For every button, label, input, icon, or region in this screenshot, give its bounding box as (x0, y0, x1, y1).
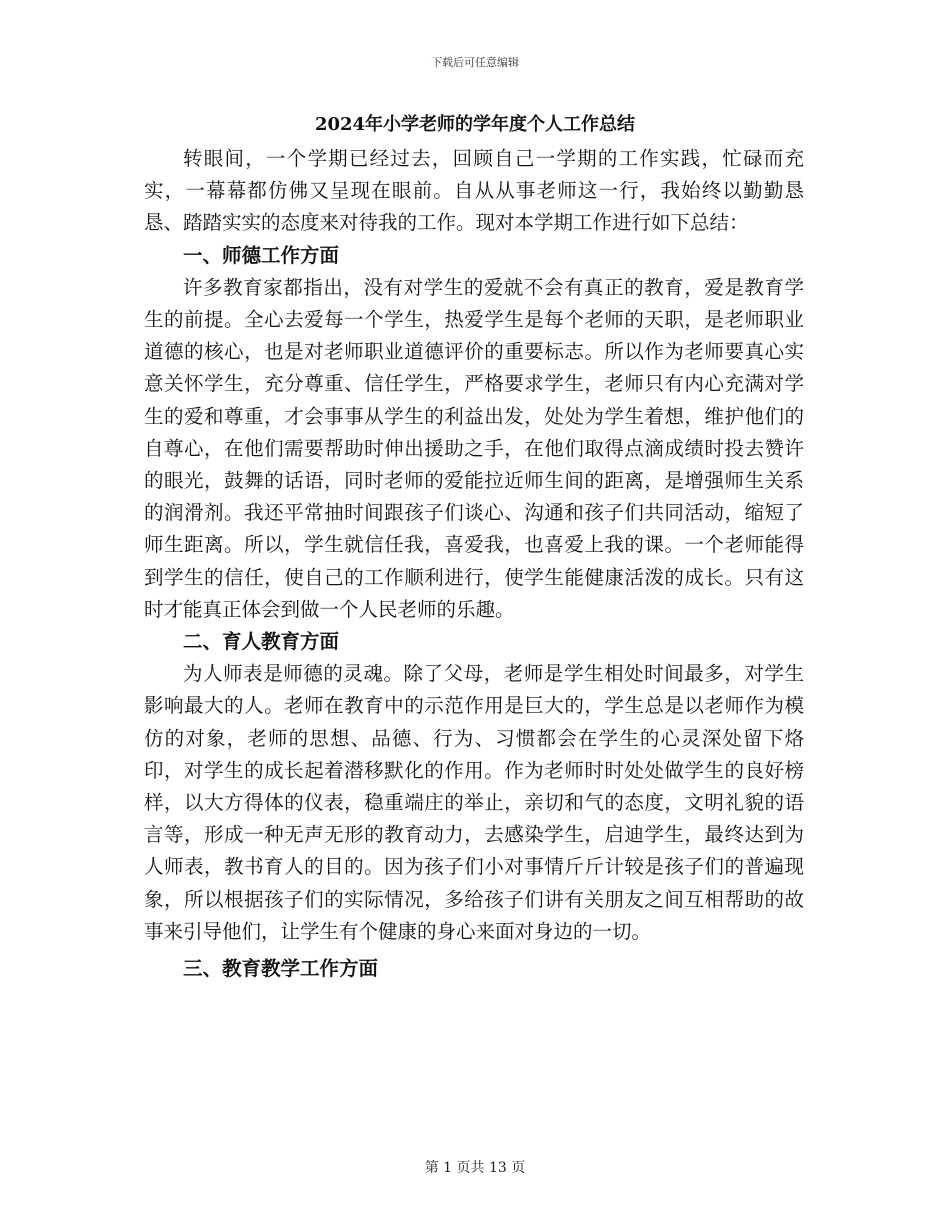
header-note: 下载后可任意编辑 (431, 56, 519, 69)
document-body (144, 143, 804, 985)
intro-paragraph: 转眼间，一个学期已经过去，回顾自己一学期的工作实践，忙碌而充实，一幕幕都仿佛又呈现在眼前。自从从事老师这一行，我始终以勤勤恳恳、踏踏实实的态度来对待我的工作。现对本学期工作进行如下总结： (144, 147, 804, 235)
section-heading-2: 二、育人教育方面 (183, 630, 340, 654)
page-footer: 第 1 页共 13 页 (424, 1160, 526, 1176)
section-paragraph-1: 许多教育家都指出，没有对学生的爱就不会有真正的教育，爱是教育学生的前提。全心去爱每一个学生，热爱学生是每个老师的天职，是老师职业道德的核心，也是对老师职业道德评价的重要标志。所以作为老师要真心实意关怀学生，充分尊重、信任学生，严格要求学生，老师只有内心充满对学生的爱和尊重，才会事事从学生的利益出发，处处为学生着想，维护他们的自尊心，在他们需要帮助时伸出援助之手，在他们取得点滴成绩时投去赞许的眼光，鼓舞的话语，同时老师的爱能拉近师生间的距离，是增强师生关系的润滑剂。我还平常抽时间跟孩子们谈心、沟通和孩子们共同活动，缩短了师生距离。所以，学生就信任我，喜爱我，也喜爱上我的课。一个老师能得到学生的信任，使自己的工作顺利进行，使学生能健康活泼的成长。只有这时才能真正体会到做一个人民老师的乐趣。 (144, 275, 804, 621)
section-heading-3: 三、教育教学工作方面 (183, 957, 379, 981)
page-title: 2024年小学老师的学年度个人工作总结 (314, 114, 636, 135)
section-paragraph-2: 为人师表是师德的灵魂。除了父母，老师是学生相处时间最多，对学生影响最大的人。老师在教育中的示范作用是巨大的，学生总是以老师作为模仿的对象，老师的思想、品德、行为、习惯都会在学生的心灵深处留下烙印，对学生的成长起着潜移默化的作用。作为老师时时处处做学生的良好榜样，以大方得体的仪表，稳重端庄的举止，亲切和气的态度，文明礼貌的语言等，形成一种无声无形的教育动力，去感染学生，启迪学生，最终达到为人师表，教书育人的目的。因为孩子们小对事情斤斤计较是孩子们的普遍现象，所以根据孩子们的实际情况，多给孩子们讲有关朋友之间互相帮助的故事来引导他们，让学生有个健康的身心来面对身边的一切。 (144, 662, 804, 943)
section-heading-1: 一、师德工作方面 (183, 243, 340, 267)
